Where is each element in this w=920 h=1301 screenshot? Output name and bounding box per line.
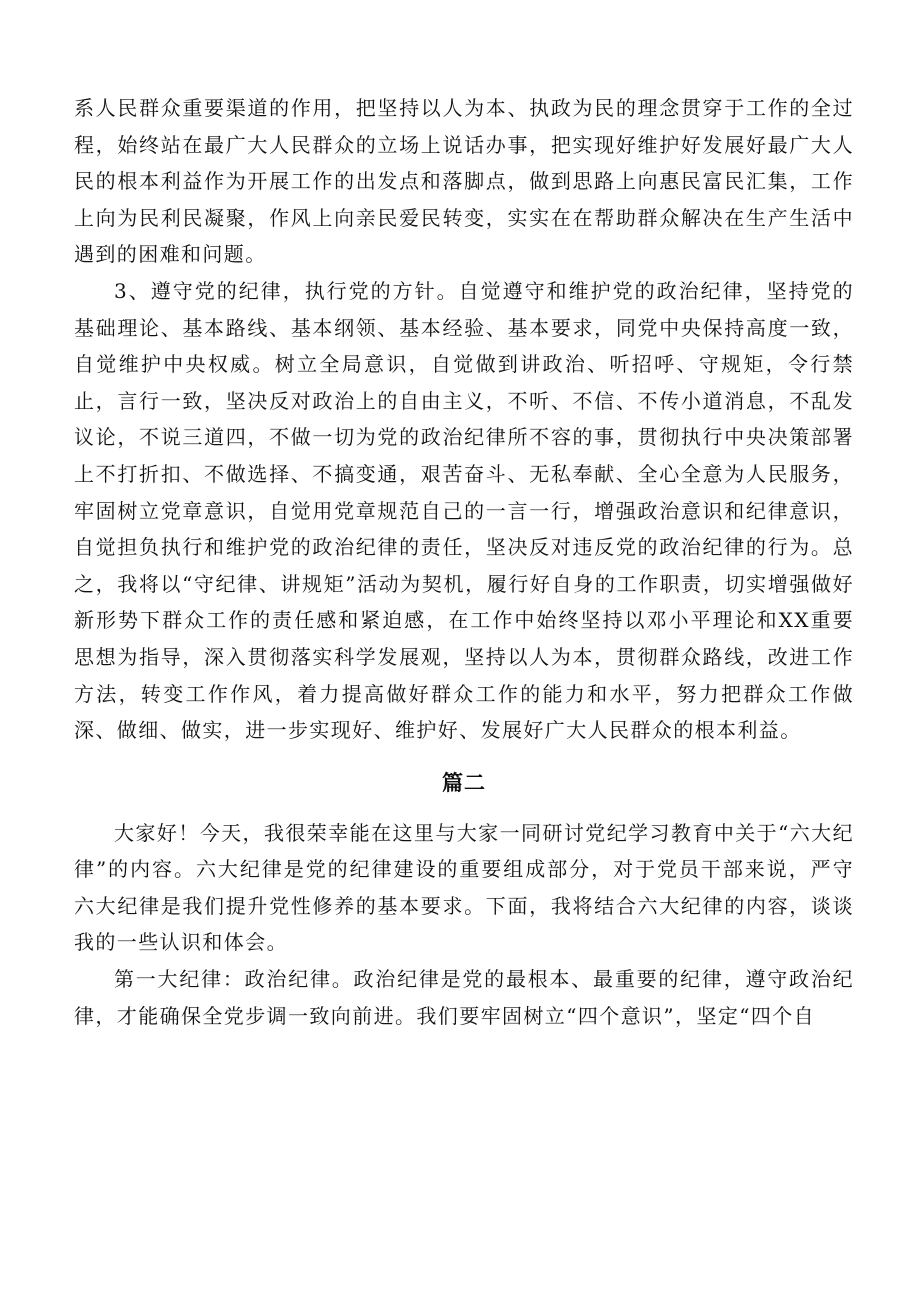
document-body — [74, 90, 854, 1034]
paragraph-continuation: 系人民群众重要渠道的作用，把坚持以人为本、执政为民的理念贯穿于工作的全过程，始终站在最广大人民群众的立场上说话办事，把实现好维护好发展好最广大人民的根本利益作为开展工作的出发点和落脚点，做到思路上向惠民富民汇集，工作上向为民利民凝聚，作风上向亲民爱民转变，实实在在帮助群众解决在生产生活中遇到的困难和问题。 — [74, 96, 854, 267]
paragraph-point-3: 3、遵守党的纪律，执行党的方针。自觉遵守和维护党的政治纪律，坚持党的基础理论、基本路线、基本纲领、基本经验、基本要求，同党中央保持高度一致，自觉维护中央权威。树立全局意识，自觉做到讲政治、听招呼、守规矩，令行禁止，言行一致，坚决反对政治上的自由主义，不听、不信、不传小道消息，不乱发议论，不说三道四，不做一切为党的政治纪律所不容的事，贯彻执行中央决策部署上不打折扣、不做选择、不搞变通，艰苦奋斗、无私奉献、全心全意为人民服务，牢固树立党章意识，自觉用党章规范自己的一言一行，增强政治意识和纪律意识，自觉担负执行和维护党的政治纪律的责任，坚决反对违反党的政治纪律的行为。总之，我将以“守纪律、讲规矩”活动为契机，履行好自身的工作职责，切实增强做好新形势下群众工作的责任感和紧迫感，在工作中始终坚持以邓小平理论和XX重要思想为指导，深入贯彻落实科学发展观，坚持以人为本，贯彻群众路线，改进工作方法，转变工作作风，着力提高做好群众工作的能力和水平，努力把群众工作做深、做细、做实，进一步实现好、维护好、发展好广大人民群众的根本利益。 — [74, 278, 854, 743]
paragraph-intro: 大家好！今天，我很荣幸能在这里与大家一同研讨党纪学习教育中关于“六大纪律”的内容。六大纪律是党的纪律建设的重要组成部分，对于党员干部来说，严守六大纪律是我们提升党性修养的基本要求。下面，我将结合六大纪律的内容，谈谈我的一些认识和体会。 — [74, 820, 854, 955]
paragraph-discipline-1: 第一大纪律：政治纪律。政治纪律是党的最根本、最重要的纪律，遵守政治纪律，才能确保全党步调一致向前进。我们要牢固树立“四个意识”，坚定“四个自 — [74, 967, 854, 1028]
section-heading: 篇二 — [442, 770, 486, 795]
